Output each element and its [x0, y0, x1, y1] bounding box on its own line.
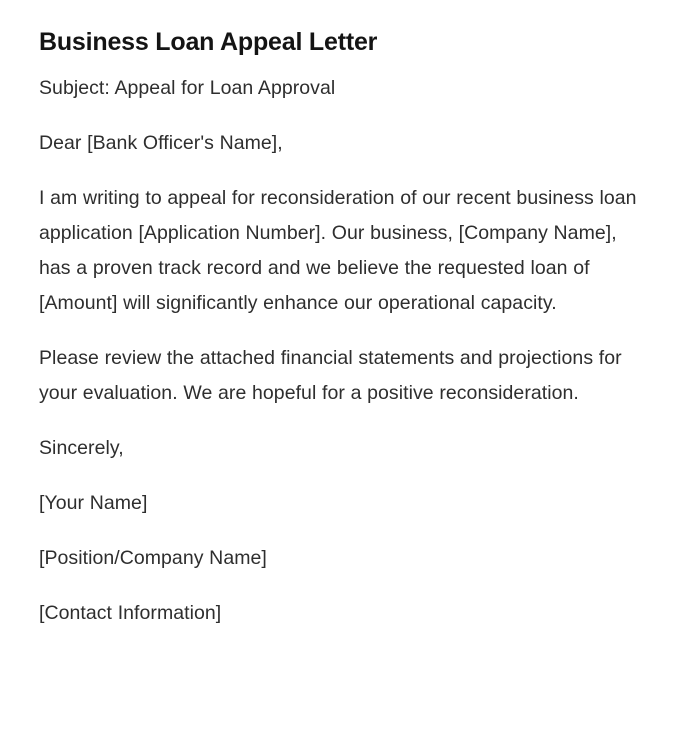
signature-contact-information: [Contact Information]	[39, 602, 222, 624]
salutation: Dear [Bank Officer's Name],	[39, 132, 283, 154]
body-paragraph-1: I am writing to appeal for reconsideration of our recent business loan application [Application Number]. Our business, [Company Name], has a proven track record and we believe the requested loan of [Amount] will significantly enhance our operational capacity.	[39, 187, 637, 314]
subject-line: Subject: Appeal for Loan Approval	[39, 77, 336, 99]
signature-name: [Your Name]	[39, 492, 148, 514]
page-title: Business Loan Appeal Letter	[39, 28, 378, 56]
signature-position-company: [Position/Company Name]	[39, 547, 267, 569]
closing: Sincerely,	[39, 437, 124, 459]
letter-body	[39, 71, 640, 631]
body-paragraph-2: Please review the attached financial statements and projections for your evaluation. We are hopeful for a positive reconsideration.	[39, 347, 622, 404]
